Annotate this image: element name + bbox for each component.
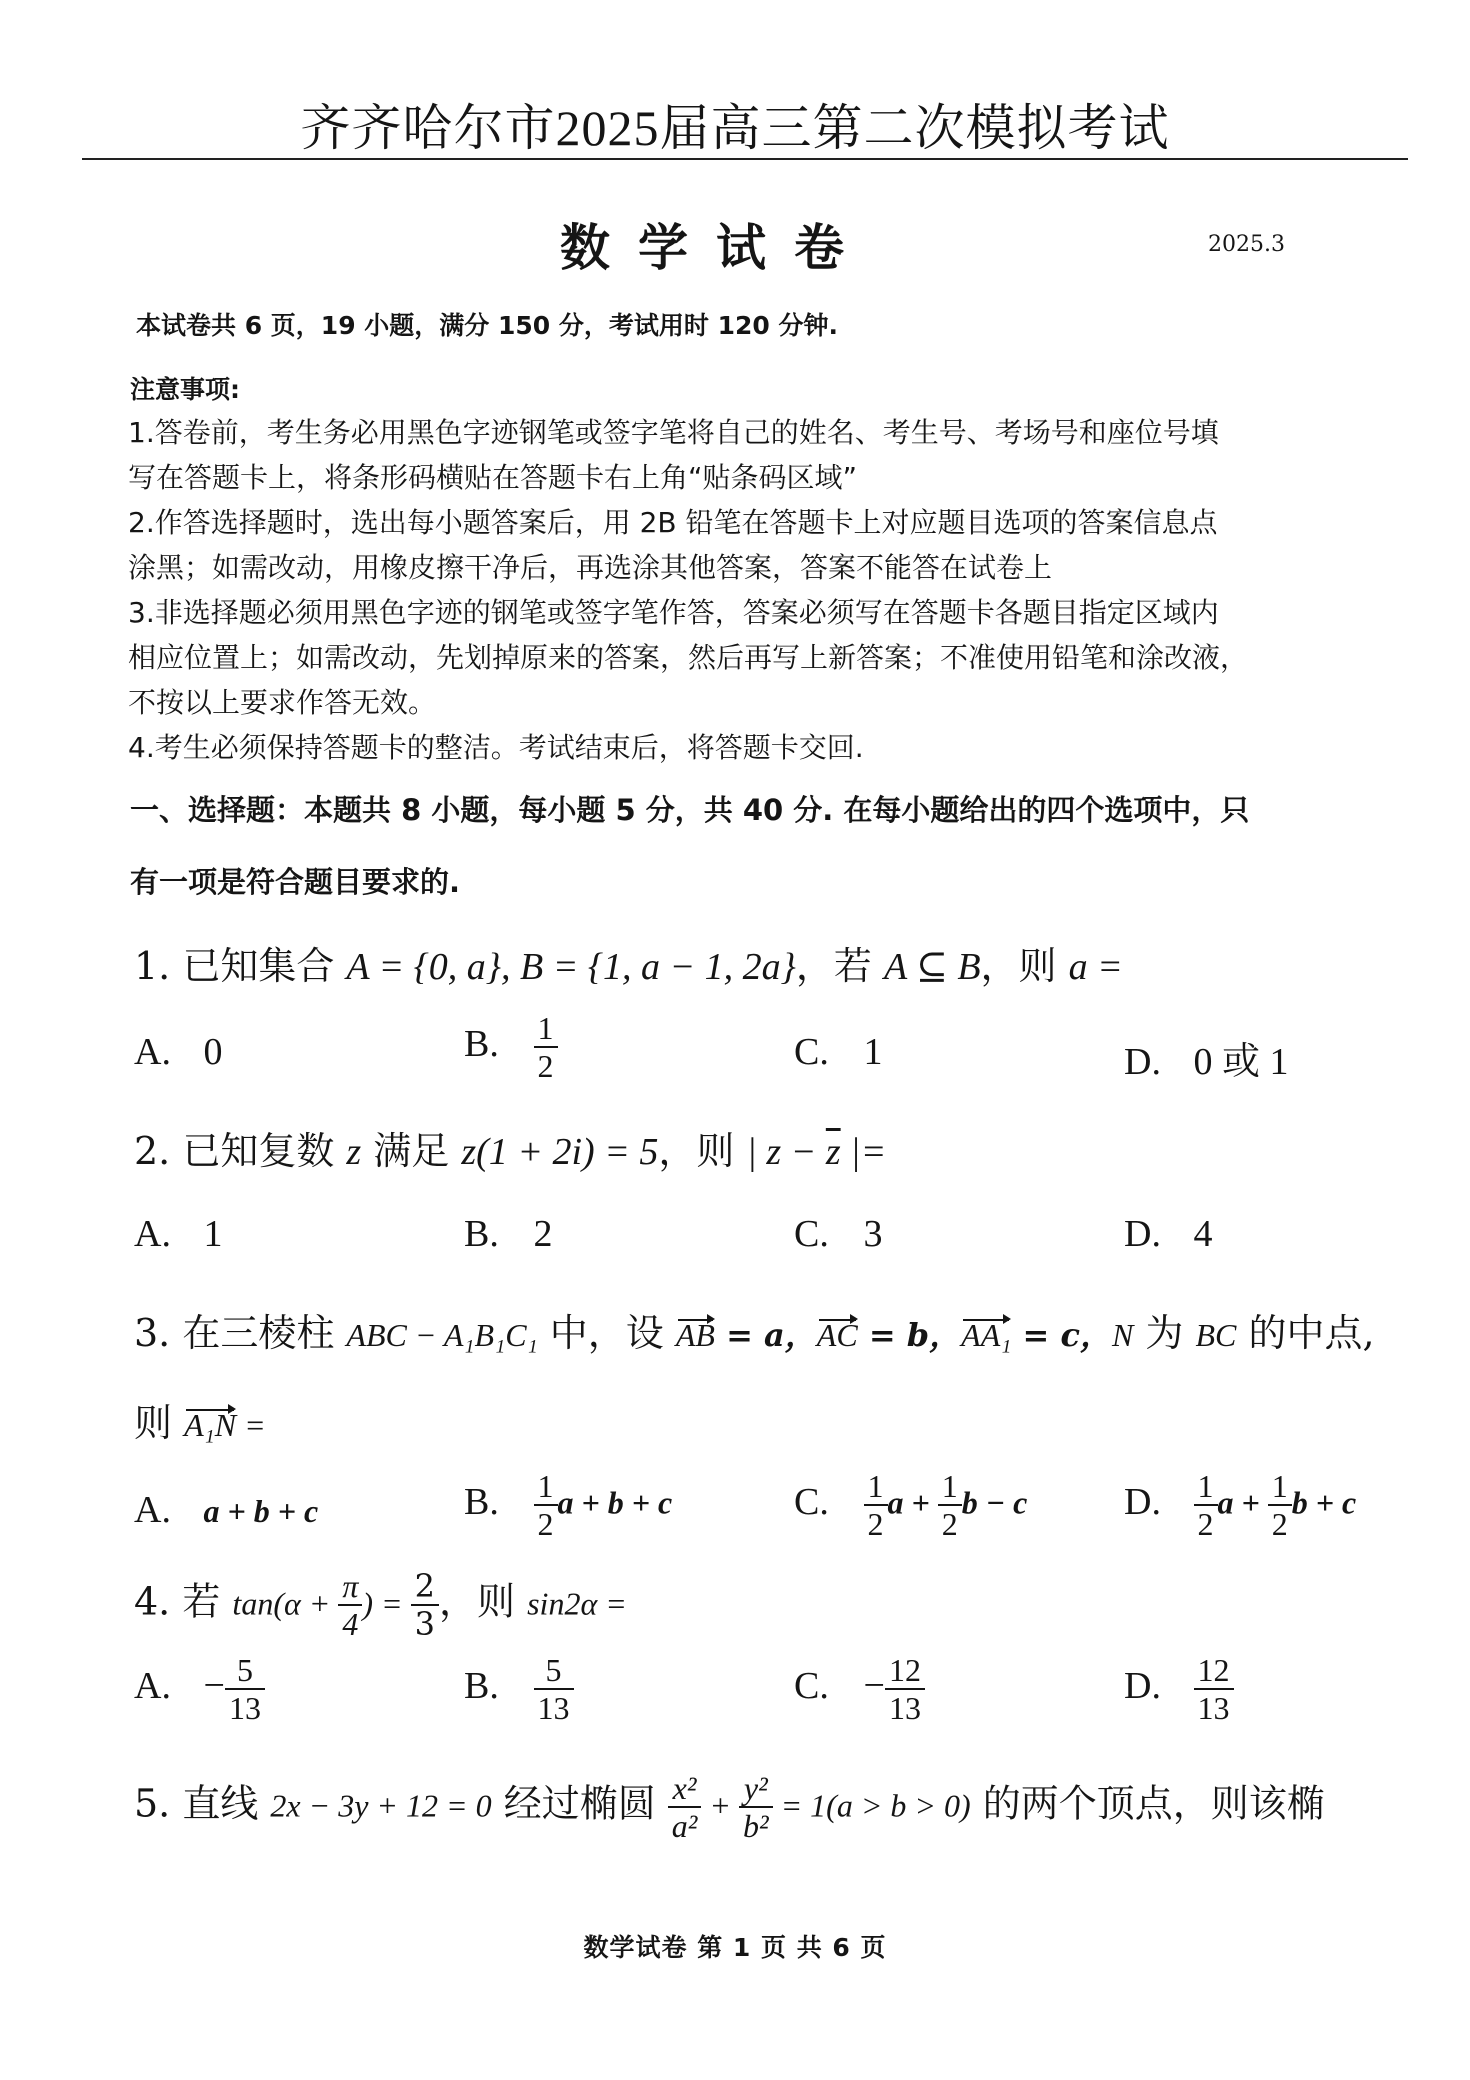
fraction-denominator: 13 <box>1197 1690 1230 1726</box>
section-heading-line2: 有一项是符合题目要求的. <box>130 865 461 899</box>
fraction <box>534 1010 558 1084</box>
fraction-numerator: y² <box>739 1770 773 1808</box>
q4-tan-close: ) = <box>362 1585 411 1622</box>
fraction-denominator: b² <box>742 1808 769 1844</box>
question-3-stem <box>134 1302 1375 1357</box>
option-label: A. <box>134 1031 171 1073</box>
fraction <box>534 1652 574 1726</box>
fraction-numerator: 5 <box>225 1652 265 1690</box>
fraction <box>668 1770 702 1844</box>
q4-option-d <box>1124 1652 1234 1726</box>
vector-aa1: AA₁ <box>961 1317 1012 1353</box>
q3-point-n: N <box>1111 1317 1134 1353</box>
option-sign: − <box>863 1664 885 1707</box>
fraction-numerator: 12 <box>1194 1652 1234 1690</box>
fraction-numerator: x² <box>668 1770 702 1808</box>
vector-a1n: A₁N <box>184 1407 237 1443</box>
q3-text: 为 <box>1133 1311 1196 1355</box>
q3-text: 则 <box>134 1401 185 1445</box>
q5-plus: + <box>701 1787 739 1824</box>
fraction <box>534 1468 558 1542</box>
option-label: C. <box>794 1480 829 1523</box>
notice-line: 4.考生必须保持答题卡的整洁。考试结束后，将答题卡交回. <box>128 731 864 764</box>
fraction-numerator: 1 <box>534 1468 558 1506</box>
q5-text: 5. 直线 <box>134 1781 271 1826</box>
q4-ask: sin2α = <box>527 1585 627 1622</box>
fraction <box>1194 1652 1234 1726</box>
paper-title: 数学试卷 <box>560 219 872 277</box>
option-value: a + <box>1217 1484 1268 1521</box>
q2-option-c <box>794 1212 883 1256</box>
q3-ask: = <box>236 1407 266 1443</box>
fraction-numerator: 2 <box>411 1568 439 1606</box>
notice-list <box>128 410 1248 770</box>
fraction <box>885 1652 925 1726</box>
page-footer: 数学试卷 第 1 页 共 6 页 <box>583 1933 887 1962</box>
q1-option-b <box>464 1010 558 1084</box>
question-1-stem <box>134 935 1123 990</box>
notice-line: 写在答题卡上，将条形码横贴在答题卡右上角“贴条码区域” <box>128 461 858 494</box>
option-label: D. <box>1124 1664 1161 1707</box>
fraction <box>864 1468 888 1542</box>
header-rule <box>82 158 1408 160</box>
q2-abs-right: |= <box>840 1131 887 1173</box>
option-value: a + <box>887 1484 938 1521</box>
option-sign: − <box>203 1664 225 1707</box>
option-value: 4 <box>1193 1213 1213 1255</box>
q4-text: ，则 <box>439 1579 528 1624</box>
q4-option-a <box>134 1652 265 1726</box>
question-4-stem <box>134 1568 627 1642</box>
option-label: C. <box>794 1213 829 1255</box>
q2-var: z <box>346 1131 362 1173</box>
question-3-line2 <box>134 1392 266 1447</box>
option-label: A. <box>134 1664 171 1707</box>
fraction <box>338 1568 362 1642</box>
fraction <box>938 1468 962 1542</box>
q1-option-c <box>794 1030 883 1074</box>
fraction-numerator: 1 <box>864 1468 888 1506</box>
option-label: B. <box>464 1022 499 1065</box>
q1-option-a <box>134 1030 223 1074</box>
option-label: D. <box>1124 1041 1161 1083</box>
fraction-numerator: π <box>338 1568 362 1606</box>
q1-set-def: A = {0, a}, B = {1, a − 1, 2a} <box>346 946 796 988</box>
notice-line: 3.非选择题必须用黑色字迹的钢笔或签字笔作答，答案必须写在答题卡各题目指定区域内 <box>128 596 1219 629</box>
q5-ellipse-condition: = 1(a > b > 0) <box>772 1787 971 1824</box>
paper-intro: 本试卷共 6 页，19 小题，满分 150 分，考试用时 120 分钟. <box>136 311 838 340</box>
fraction-denominator: 2 <box>537 1506 554 1542</box>
q2-abs-left: | z − <box>746 1131 826 1173</box>
notice-heading: 注意事项: <box>130 375 240 404</box>
notice-line: 涂黑；如需改动，用橡皮擦干净后，再选涂其他答案，答案不能答在试卷上 <box>128 551 1053 584</box>
q1-ask: a = <box>1068 946 1123 988</box>
option-value: a + b + c <box>557 1484 673 1521</box>
fraction-denominator: 3 <box>414 1605 435 1643</box>
notice-line: 1.答卷前，考生务必用黑色字迹钢笔或签字笔将自己的姓名、考生号、考场号和座位号填 <box>128 416 1219 449</box>
option-label: B. <box>464 1664 499 1707</box>
q5-line-equation: 2x − 3y + 12 = 0 <box>270 1787 492 1824</box>
fraction-denominator: a² <box>671 1808 698 1844</box>
vector-ac: AC <box>816 1317 858 1353</box>
option-label: C. <box>794 1031 829 1073</box>
fraction-numerator: 5 <box>534 1652 574 1690</box>
fraction-denominator: 2 <box>537 1048 554 1084</box>
question-2-stem <box>134 1120 886 1175</box>
q3-eq-b: = b， <box>857 1316 962 1354</box>
q2-text: 满足 <box>361 1129 462 1173</box>
fraction <box>1268 1468 1292 1542</box>
fraction-denominator: 4 <box>342 1606 359 1642</box>
q3-option-d <box>1124 1468 1356 1542</box>
paper-date: 2025.3 <box>1208 232 1285 257</box>
option-label: A. <box>134 1213 171 1255</box>
q2-conjugate: $\overline{z}$ <box>825 1131 841 1173</box>
q3-option-c <box>794 1468 1027 1542</box>
exam-header: 齐齐哈尔市2025届高三第二次模拟考试 <box>300 100 1170 156</box>
fraction <box>225 1652 265 1726</box>
q4-option-c <box>794 1652 925 1726</box>
q3-eq-c: = c， <box>1011 1316 1112 1354</box>
fraction-numerator: 1 <box>938 1468 962 1506</box>
option-label: D. <box>1124 1480 1161 1523</box>
q1-subset: A ⊆ B <box>883 946 981 988</box>
fraction-denominator: 2 <box>867 1506 884 1542</box>
fraction <box>739 1770 773 1844</box>
fraction-denominator: 2 <box>1197 1506 1214 1542</box>
notice-line: 2.作答选择题时，选出每小题答案后，用 2B 铅笔在答题卡上对应题目选项的答案信息点 <box>128 506 1218 539</box>
fraction-numerator: 1 <box>1268 1468 1292 1506</box>
q3-eq-a: = a， <box>714 1316 817 1354</box>
q3-option-a <box>134 1488 318 1532</box>
question-5-stem <box>134 1770 1325 1844</box>
q3-prism: ABC − A₁B₁C₁ <box>346 1317 538 1353</box>
notice-line: 相应位置上；如需改动，先划掉原来的答案，然后再写上新答案；不准使用铅笔和涂改液， <box>128 641 1249 674</box>
fraction-denominator: 13 <box>537 1690 570 1726</box>
q3-text: 的中点, <box>1236 1311 1375 1355</box>
fraction-numerator: 12 <box>885 1652 925 1690</box>
q4-tan: tan(α + <box>232 1585 339 1622</box>
option-value: 3 <box>863 1213 883 1255</box>
fraction <box>411 1568 439 1642</box>
q5-text: 经过椭圆 <box>491 1781 668 1826</box>
fraction-denominator: 13 <box>228 1690 261 1726</box>
option-value: 0 <box>203 1031 223 1073</box>
q1-option-d <box>1124 1030 1289 1085</box>
q3-segment-bc: BC <box>1195 1317 1237 1353</box>
q3-option-b <box>464 1468 672 1542</box>
fraction-denominator: 2 <box>941 1506 958 1542</box>
vector-ab: AB <box>675 1317 715 1353</box>
option-label: B. <box>464 1480 499 1523</box>
fraction <box>1194 1468 1218 1542</box>
section-heading-line1: 一、选择题：本题共 8 小题，每小题 5 分，共 40 分. 在每小题给出的四个选项中，只 <box>130 793 1250 827</box>
q2-equation: z(1 + 2i) = 5 <box>461 1131 659 1173</box>
option-value: 0 或 1 <box>1193 1041 1289 1083</box>
q4-text: 4. 若 <box>134 1579 233 1624</box>
option-value: a + b + c <box>203 1493 319 1529</box>
q3-text: 中，设 <box>537 1311 676 1355</box>
q5-text: 的两个顶点，则该椭 <box>970 1781 1325 1826</box>
q2-text: 2. 已知复数 <box>134 1129 347 1173</box>
q2-option-b <box>464 1212 553 1256</box>
fraction-numerator: 1 <box>534 1010 558 1048</box>
option-value: 1 <box>863 1031 883 1073</box>
fraction-denominator: 2 <box>1271 1506 1288 1542</box>
q1-text: ，若 <box>795 944 884 988</box>
q1-text: 1. 已知集合 <box>134 944 347 988</box>
option-label: D. <box>1124 1213 1161 1255</box>
q2-option-a <box>134 1212 223 1256</box>
fraction-denominator: 13 <box>888 1690 921 1726</box>
option-value: b + c <box>1291 1484 1357 1521</box>
q4-option-b <box>464 1652 574 1726</box>
q1-text: ，则 <box>980 944 1069 988</box>
option-value: 2 <box>533 1213 553 1255</box>
q2-text: ，则 <box>658 1129 747 1173</box>
q2-option-d <box>1124 1212 1213 1256</box>
option-value: b − c <box>961 1484 1028 1521</box>
notice-line: 不按以上要求作答无效。 <box>128 686 437 719</box>
option-value: 1 <box>203 1213 223 1255</box>
option-label: B. <box>464 1213 499 1255</box>
option-label: A. <box>134 1489 171 1531</box>
option-label: C. <box>794 1664 829 1707</box>
fraction-numerator: 1 <box>1194 1468 1218 1506</box>
q3-text: 3. 在三棱柱 <box>134 1311 347 1355</box>
